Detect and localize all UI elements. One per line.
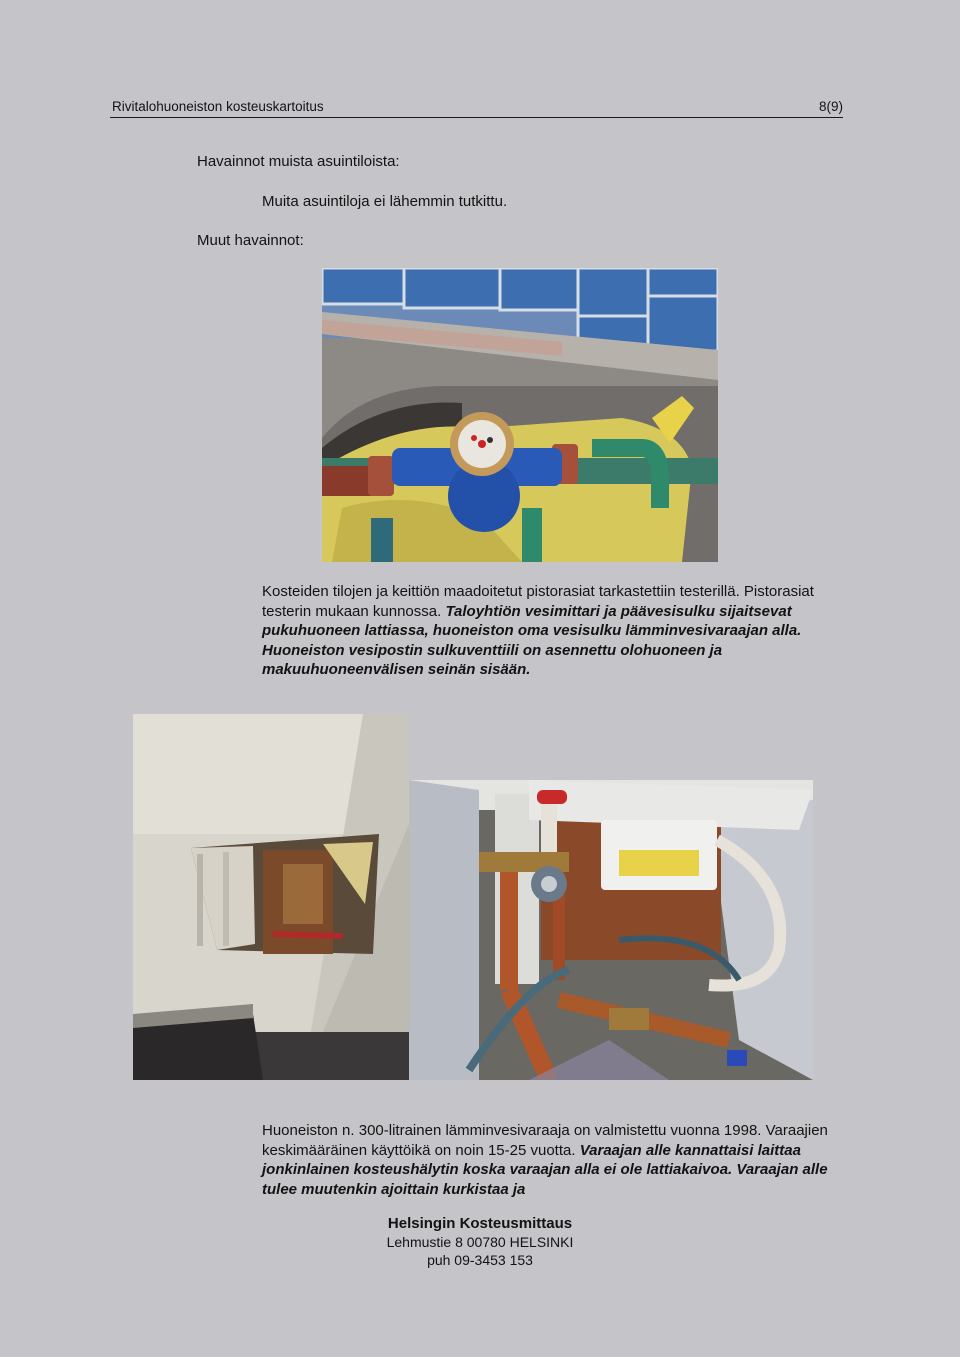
other-findings-heading: Muut havainnot: <box>197 232 304 249</box>
company-address: Lehmustie 8 00780 HELSINKI <box>386 1234 574 1250</box>
page-header <box>110 99 843 118</box>
page-footer <box>330 1214 630 1269</box>
paragraph1-normal: Kosteiden tilojen ja keittiön maadoitetut pistorasiat tarkastettiin testerillä. Pistorasiat testerin mukaan kunnossa. <box>262 583 814 620</box>
water-meter-photo <box>322 268 718 562</box>
paragraph-water-heater <box>262 1121 852 1199</box>
paragraph-sockets-and-valves <box>262 582 852 680</box>
paragraph1-water-meter-note: Taloyhtiön vesimittari ja päävesisulku sijaitsevat pukuhuoneen lattiassa, huoneiston oma vesisulku lämminvesivaraajan alla. <box>262 602 802 639</box>
other-rooms-heading: Havainnot muista asuintiloista: <box>197 153 400 170</box>
other-rooms-text: Muita asuintiloja ei lähemmin tutkittu. <box>262 193 508 210</box>
paragraph2-normal: Huoneiston n. 300-litrainen lämminvesivaraaja on valmistettu vuonna 1998. Varaajien keskimääräinen käyttöikä on noin 15-25 vuotta. <box>262 1122 828 1159</box>
paragraph2-recommendation: Varaajan alle kannattaisi laittaa jonkinlainen kosteushälytin koska varaajan alla ei ole lattiakaivoa. Varaajan alle tulee muutenkin ajoittain kurkistaa ja <box>262 1141 828 1198</box>
paragraph1-valve-note: Huoneiston vesipostin sulkuventtiili on asennettu olohuoneen ja makuuhuoneenvälisen seinän sisään. <box>262 641 723 678</box>
page-number: 8(9) <box>818 99 843 114</box>
company-phone: puh 09-3453 153 <box>427 1252 533 1268</box>
wall-hatch-photo <box>133 714 409 1080</box>
water-heater-photo <box>409 780 813 1080</box>
document-title: Rivitalohuoneiston kosteuskartoitus <box>112 99 324 114</box>
company-name: Helsingin Kosteusmittaus <box>387 1215 573 1232</box>
